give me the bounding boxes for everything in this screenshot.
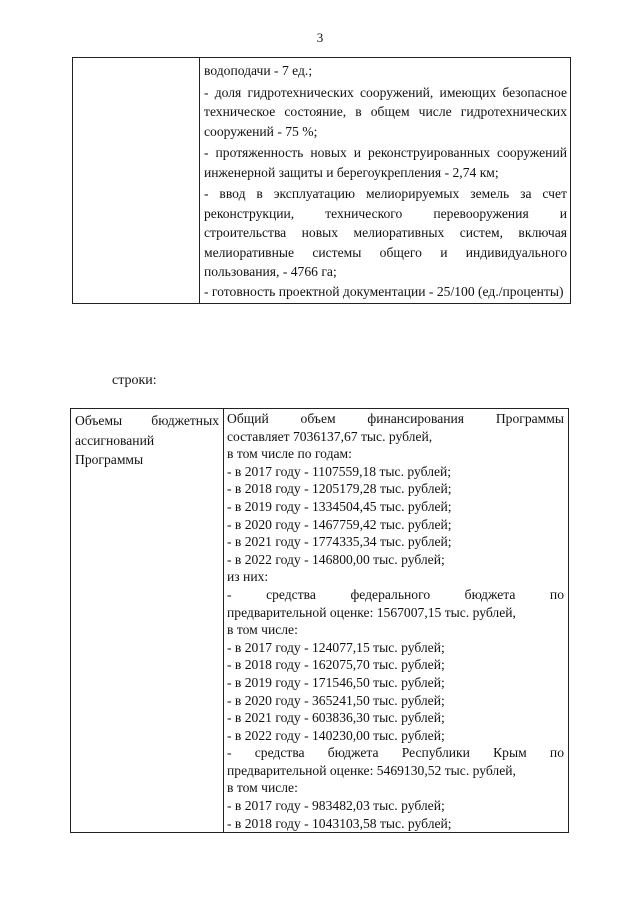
budget-line: - в 2022 году - 146800,00 тыс. рублей; (227, 551, 445, 567)
paragraph: водоподачи - 7 ед.; (204, 63, 313, 78)
budget-line: - средства бюджета Республики Крым по (227, 745, 564, 761)
budget-line: предварительной оценке: 5469130,52 тыс. рублей, (227, 762, 516, 778)
budget-line: - средства федерального бюджета по (227, 586, 564, 602)
budget-line: составляет 7036137,67 тыс. рублей, (227, 428, 433, 444)
paragraph: - готовность проектной документации - 25/100 (ед./проценты) (204, 283, 564, 299)
budget-line: - в 2018 году - 1205179,28 тыс. рублей; (227, 481, 452, 497)
budget-line: - в 2020 году - 365241,50 тыс. рублей; (227, 692, 445, 708)
budget-line: - в 2019 году - 1334504,45 тыс. рублей; (227, 498, 452, 514)
budget-table (70, 408, 569, 833)
budget-line: Общий объем финансирования Программы (227, 411, 564, 426)
parameter-label: Объемы бюджетных ассигнований Программы (75, 413, 219, 467)
paragraph: - протяженность новых и реконструированных сооружений инженерной защиты и берегоукрепления - 2,74 км; (204, 145, 567, 180)
table-cell-right (200, 58, 571, 304)
budget-line: предварительной оценке: 1567007,15 тыс. рублей, (227, 604, 516, 620)
budget-line: - в 2018 году - 162075,70 тыс. рублей; (227, 657, 445, 673)
budget-line: из них: (227, 569, 269, 585)
budget-line: в том числе по годам: (227, 446, 352, 462)
page-number: 3 (316, 30, 324, 45)
budget-line: - в 2021 году - 603836,30 тыс. рублей; (227, 710, 445, 726)
table-cell-left (71, 409, 224, 833)
budget-line: - в 2017 году - 983482,03 тыс. рублей; (227, 798, 445, 814)
table-row (71, 409, 569, 833)
budget-line: - в 2019 году - 171546,50 тыс. рублей; (227, 674, 445, 690)
budget-line: - в 2018 году - 1043103,58 тыс. рублей; (227, 815, 452, 831)
paragraph: - ввод в эксплуатацию мелиорируемых земель за счет реконструкции, технического перевооружения и строительства новых мелиоративных систем, включая мелиоративные системы общего и индивидуального пользования, - 4766 га; (204, 186, 567, 279)
table-row (73, 58, 571, 304)
table-cell-right (224, 409, 569, 833)
table-cell-left (73, 58, 200, 304)
budget-line: - в 2017 году - 124077,15 тыс. рублей; (227, 639, 445, 655)
budget-line: в том числе: (227, 622, 298, 638)
rows-label: строки: (112, 373, 157, 388)
indicators-table (72, 57, 571, 304)
budget-lines (224, 409, 568, 832)
budget-line: - в 2017 году - 1107559,18 тыс. рублей; (227, 463, 452, 479)
budget-line: - в 2022 году - 140230,00 тыс. рублей; (227, 727, 445, 743)
budget-line: - в 2020 году - 1467759,42 тыс. рублей; (227, 516, 452, 532)
budget-line: - в 2021 году - 1774335,34 тыс. рублей; (227, 534, 452, 550)
paragraph: - доля гидротехнических сооружений, имеющих безопасное техническое состояние, в общем числе гидротехнических сооружений - 75 %; (204, 84, 567, 139)
budget-line: в том числе: (227, 780, 298, 796)
